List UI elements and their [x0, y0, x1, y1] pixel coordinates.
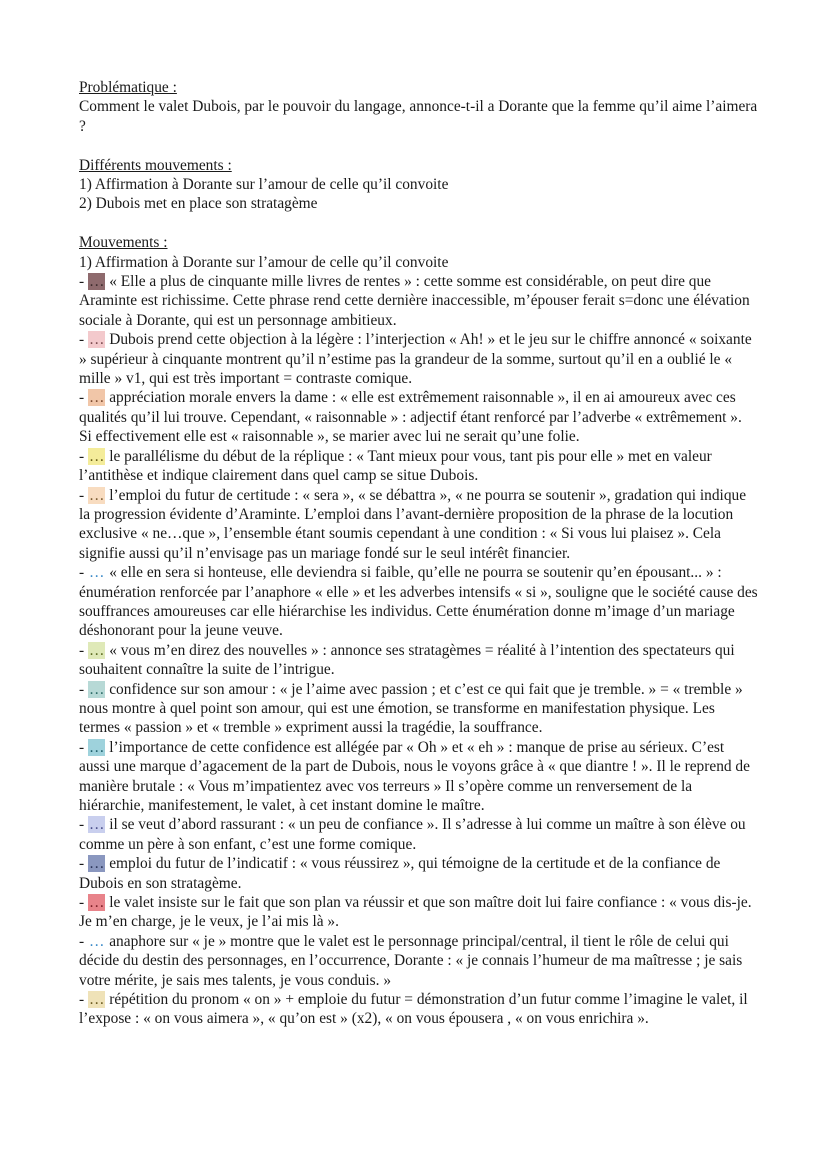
entry-prefix: -: [79, 389, 88, 407]
highlight-marker: …: [88, 738, 105, 756]
analysis-entry: [79, 738, 758, 816]
highlight-marker: …: [88, 991, 105, 1009]
entry-prefix: -: [79, 486, 88, 504]
analysis-entry: [79, 330, 758, 388]
mouvement-subheading: 1) Affirmation à Dorante sur l’amour de celle qu’il convoite: [79, 253, 449, 271]
highlight-marker: …: [88, 564, 105, 582]
entry-text: « Elle a plus de cinquante mille livres de rentes » : cette somme est considérable, on peut dire que Araminte est richissime. Cette phrase rend cette dernière inaccessible, m’épouser ferait s=donc une élévation sociale à Dorante, qui est un personnage ambitieux.: [79, 273, 750, 329]
highlight-marker: …: [88, 894, 105, 912]
problematique-heading: Problématique :: [79, 79, 177, 96]
entry-text: l’emploi du futur de certitude : « sera », « se débattra », « ne pourra se soutenir », gradation qui indique la progression évidente d’Araminte. L’emploi dans l’avant-dernière proposition de la phrase de la locution exclusive « ne…que », l’ensemble étant soumis cependant à une condition : « Si vous lui plaisez ». Cela signifie aussi qu’il n’envisage pas un mariage fondé sur le seul intérêt financier.: [79, 486, 747, 562]
analysis-entry: [79, 893, 758, 932]
analysis-entry: [79, 272, 758, 330]
entry-prefix: -: [79, 331, 88, 349]
entry-text: répétition du pronom « on » + emploie du futur = démonstration d’un futur comme l’imagine le valet, il l’expose : « on vous aimera », « qu’on est » (x2), « on vous épousera , « on vous enrichira ».: [79, 991, 748, 1028]
highlight-marker: …: [88, 331, 105, 349]
mouvement-item: 1) Affirmation à Dorante sur l’amour de celle qu’il convoite: [79, 176, 449, 194]
analysis-entry: [79, 680, 758, 738]
highlight-marker: …: [88, 680, 105, 698]
mouvements-list-heading: Différents mouvements :: [79, 156, 232, 174]
entry-text: l’importance de cette confidence est allégée par « Oh » et « eh » : manque de prise au sérieux. C’est aussi une marque d’agacement de la part de Dubois, nous le voyons grâce à « que diantre ! ». Il le reprend de manière brutale : « Vous m’impatientez avec vos terreurs » Il s’opère comme un renversement de la hiérarchie, manifestement, le valet, à cet instant domine le maître.: [79, 738, 750, 814]
entry-prefix: -: [79, 564, 88, 582]
analysis-entry: [79, 932, 758, 990]
highlight-marker: …: [88, 447, 105, 465]
entry-prefix: -: [79, 738, 88, 756]
analysis-entry: [79, 447, 758, 486]
entry-prefix: -: [79, 991, 88, 1009]
entry-prefix: -: [79, 680, 88, 698]
highlight-marker: …: [88, 641, 105, 659]
analysis-entry: [79, 990, 758, 1029]
entry-prefix: -: [79, 816, 88, 834]
entry-text: il se veut d’abord rassurant : « un peu de confiance ». Il s’adresse à lui comme un maître à son élève ou comme un père à son enfant, c’est une forme comique.: [79, 816, 746, 853]
spacer: [79, 214, 758, 233]
entry-text: emploi du futur de l’indicatif : « vous réussirez », qui témoigne de la certitude et de la confiance de Dubois en son stratagème.: [79, 855, 721, 892]
entry-prefix: -: [79, 641, 88, 659]
analysis-entry: [79, 854, 758, 893]
analysis-entry: [79, 563, 758, 641]
entry-text: le parallélisme du début de la réplique : « Tant mieux pour vous, tant pis pour elle » met en valeur l’antithèse et indique clairement dans quel camp se situe Dubois.: [79, 447, 712, 485]
entry-text: confidence sur son amour : « je l’aime avec passion ; et c’est ce qui fait que je tremble. » = « tremble » nous montre à quel point son amour, qui est une émotion, se transforme en manifestation physique. Les termes « passion » et « tremble » expriment aussi la tragédie, la souffrance.: [79, 680, 743, 737]
analysis-entries: [79, 272, 758, 1029]
highlight-marker: …: [88, 816, 105, 834]
analysis-entry: [79, 486, 758, 564]
highlight-marker: …: [88, 855, 105, 873]
highlight-marker: …: [88, 486, 105, 504]
spacer: [79, 136, 758, 155]
mouvement-item: 2) Dubois met en place son stratagème: [79, 195, 318, 213]
entry-prefix: -: [79, 447, 88, 465]
analysis-entry: [79, 641, 758, 680]
highlight-marker: …: [88, 273, 105, 291]
entry-text: anaphore sur « je » montre que le valet est le personnage principal/central, il tient le rôle de celui qui décide du destin des personnages, en l’occurrence, Dorante : « je connais l’humeur de ma maîtresse ; je sais votre mérite, je sais mes talents, je vous conduis. »: [79, 932, 743, 989]
entry-prefix: -: [79, 273, 88, 291]
entry-prefix: -: [79, 894, 88, 912]
entry-prefix: -: [79, 932, 88, 950]
problematique-text: Comment le valet Dubois, par le pouvoir du langage, annonce-t-il a Dorante que la femme qu’il aime l’aimera ?: [79, 98, 758, 135]
entry-text: le valet insiste sur le fait que son plan va réussir et que son maître doit lui faire confiance : « vous dis-je. Je m’en charge, je le veux, je l’ai mis là ».: [79, 894, 752, 931]
highlight-marker: …: [88, 389, 105, 407]
analysis-entry: [79, 388, 758, 446]
entry-prefix: -: [79, 855, 88, 873]
analysis-entry: [79, 815, 758, 854]
entry-text: « elle en sera si honteuse, elle deviendra si faible, qu’elle ne pourra se soutenir qu’en épousant... » : énumération renforcée par l’anaphore « elle » et les adverbes intensifs « si », souligne que le société cause des souffrances amoureuses car elle hiérarchise les individus. Cette énumération donne m’image d’un mariage déshonorant pour la jeune veuve.: [79, 564, 758, 640]
entry-text: appréciation morale envers la dame : « elle est extrêmement raisonnable », il en ai amoureux avec ces qualités qu’il lui trouve. Cependant, « raisonnable » : adjectif étant renforcé par l’adverbe « extrêmement ». Si effectivement elle est « raisonnable », se marier avec lui ne serait qu’une folie.: [79, 389, 742, 446]
entry-text: « vous m’en direz des nouvelles » : annonce ses stratagèmes = réalité à l’intention des spectateurs qui souhaitent connaître la suite de l’intrigue.: [79, 641, 735, 679]
mouvements-heading: Mouvements :: [79, 234, 168, 252]
highlight-marker: …: [88, 932, 105, 950]
entry-text: Dubois prend cette objection à la légère : l’interjection « Ah! » et le jeu sur le chiffre annoncé « soixante » supérieur à cinquante montrent qu’il n’estime pas la grandeur de la somme, surtout qu’il en a oublié le « mille » v1, qui est très important = contraste comique.: [79, 331, 752, 388]
